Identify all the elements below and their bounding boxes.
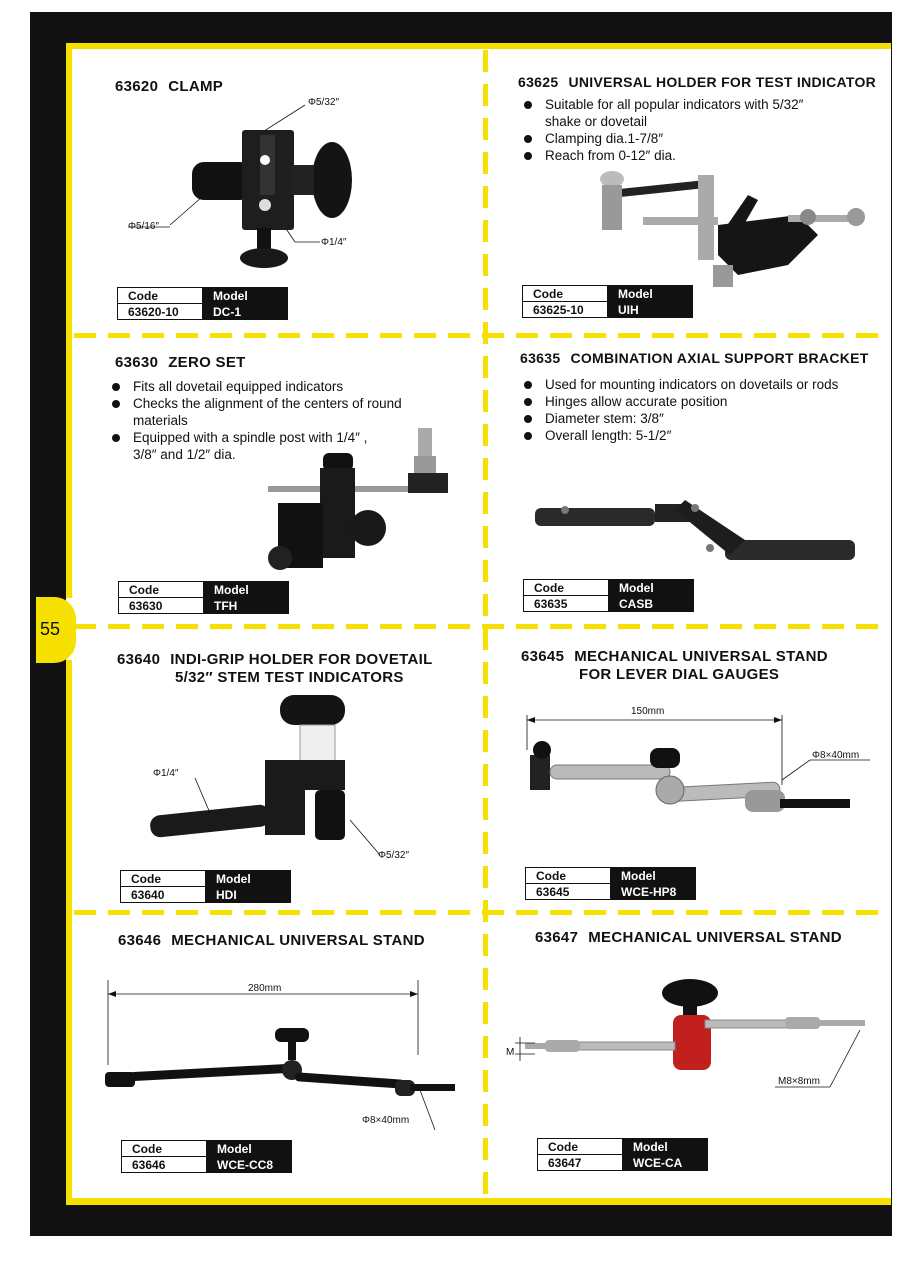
feature-item: Overall length: 5-1/2″	[520, 427, 880, 444]
code-model-table-63647	[537, 1138, 708, 1171]
model-value: UIH	[608, 302, 693, 318]
code-value: 63645	[526, 884, 611, 900]
code-header: Code	[538, 1139, 623, 1155]
code-header: Code	[121, 871, 206, 887]
model-header: Model	[203, 288, 288, 304]
feature-item: Equipped with a spindle post with 1/4″ ,	[108, 429, 458, 446]
clamp-illustration	[120, 90, 370, 280]
feature-item: materials	[133, 413, 188, 428]
product-title-63646: 63646 MECHANICAL UNIVERSAL STAND	[118, 932, 425, 949]
feature-list-63625	[520, 96, 870, 164]
dim-label: Φ5/32″	[308, 97, 339, 108]
feature-item: Suitable for all popular indicators with 5/32″	[520, 96, 870, 113]
feature-item: Reach from 0-12″ dia.	[520, 147, 870, 164]
code-header: Code	[524, 580, 609, 596]
code-header: Code	[526, 868, 611, 884]
code-model-table-63640	[120, 870, 291, 903]
code-value: 63647	[538, 1155, 623, 1171]
border-left-bottom	[66, 660, 72, 1205]
product-title-63625: 63625 UNIVERSAL HOLDER FOR TEST INDICATOR	[518, 74, 877, 90]
model-header: Model	[207, 1141, 292, 1157]
model-value: TFH	[204, 598, 289, 614]
product-title-line2-63640: 5/32″ STEM TEST INDICATORS	[175, 669, 404, 686]
product-title-63630: 63630 ZERO SET	[115, 354, 246, 371]
dim-label: Φ8×40mm	[812, 750, 860, 761]
feature-list-63635	[520, 376, 880, 444]
dim-label: Φ5/16″	[128, 221, 159, 232]
code-value: 63635	[524, 596, 609, 612]
model-value: WCE-CC8	[207, 1157, 292, 1173]
code-model-table-63625	[522, 285, 693, 318]
feature-item: Diameter stem: 3/8″	[520, 410, 880, 427]
border-left-top	[66, 43, 72, 598]
model-header: Model	[609, 580, 694, 596]
zero-set-illustration	[268, 428, 458, 573]
model-header: Model	[608, 286, 693, 302]
model-header: Model	[611, 868, 696, 884]
divider-row-3	[74, 910, 879, 915]
product-title-63620: 63620 CLAMP	[115, 78, 224, 95]
dim-label: M8×8mm	[778, 1076, 820, 1087]
universal-holder-illustration	[598, 165, 868, 290]
code-model-table-63620	[117, 287, 288, 320]
model-value: CASB	[609, 596, 694, 612]
dim-label: 150mm	[631, 706, 665, 717]
product-title-63647: 63647 MECHANICAL UNIVERSAL STAND	[535, 929, 842, 946]
code-header: Code	[122, 1141, 207, 1157]
border-bottom	[66, 1198, 891, 1205]
feature-item: shake or dovetail	[545, 114, 648, 129]
code-header: Code	[118, 288, 203, 304]
product-title-63645: 63645 MECHANICAL UNIVERSAL STAND	[521, 648, 828, 665]
product-title-63640: 63640 INDI-GRIP HOLDER FOR DOVETAIL	[117, 651, 433, 668]
model-header: Model	[206, 871, 291, 887]
code-value: 63646	[122, 1157, 207, 1173]
model-value: DC-1	[203, 304, 288, 320]
feature-item: Fits all dovetail equipped indicators	[108, 378, 458, 395]
product-title-63635: 63635 COMBINATION AXIAL SUPPORT BRACKET	[520, 350, 869, 366]
feature-item: Used for mounting indicators on dovetails or rods	[520, 376, 880, 393]
page-number: 55	[40, 619, 61, 639]
code-header: Code	[523, 286, 608, 302]
feature-item: Hinges allow accurate position	[520, 393, 880, 410]
dim-label: Φ1/4″	[321, 237, 347, 248]
feature-item: Clamping dia.1-7/8″	[520, 130, 870, 147]
stand-63646-illustration	[100, 980, 440, 1130]
model-value: HDI	[206, 887, 291, 903]
code-value: 63625-10	[523, 302, 608, 318]
dim-label: Φ8×40mm	[362, 1115, 410, 1126]
model-value: WCE-CA	[623, 1155, 708, 1171]
code-model-table-63646	[121, 1140, 292, 1173]
product-title-line2-63645: FOR LEVER DIAL GAUGES	[579, 666, 780, 683]
code-value: 63630	[119, 598, 204, 614]
code-model-table-63635	[523, 579, 694, 612]
code-model-table-63630	[118, 581, 289, 614]
model-header: Model	[204, 582, 289, 598]
dim-label: 280mm	[248, 983, 282, 994]
divider-row-2	[74, 624, 879, 629]
feature-item: 3/8″ and 1/2″ dia.	[133, 447, 236, 462]
code-header: Code	[119, 582, 204, 598]
dim-label: Φ1/4″	[153, 768, 179, 779]
code-value: 63620-10	[118, 304, 203, 320]
divider-row-1	[74, 333, 879, 338]
dim-label: Φ5/32″	[378, 850, 409, 861]
stand-63645-illustration	[520, 710, 860, 820]
axial-bracket-illustration	[535, 490, 860, 570]
code-value: 63640	[121, 887, 206, 903]
model-value: WCE-HP8	[611, 884, 696, 900]
code-model-table-63645	[525, 867, 696, 900]
dim-label: M	[506, 1047, 515, 1058]
model-header: Model	[623, 1139, 708, 1155]
border-top	[66, 43, 891, 49]
feature-item: Checks the alignment of the centers of round	[108, 395, 458, 412]
